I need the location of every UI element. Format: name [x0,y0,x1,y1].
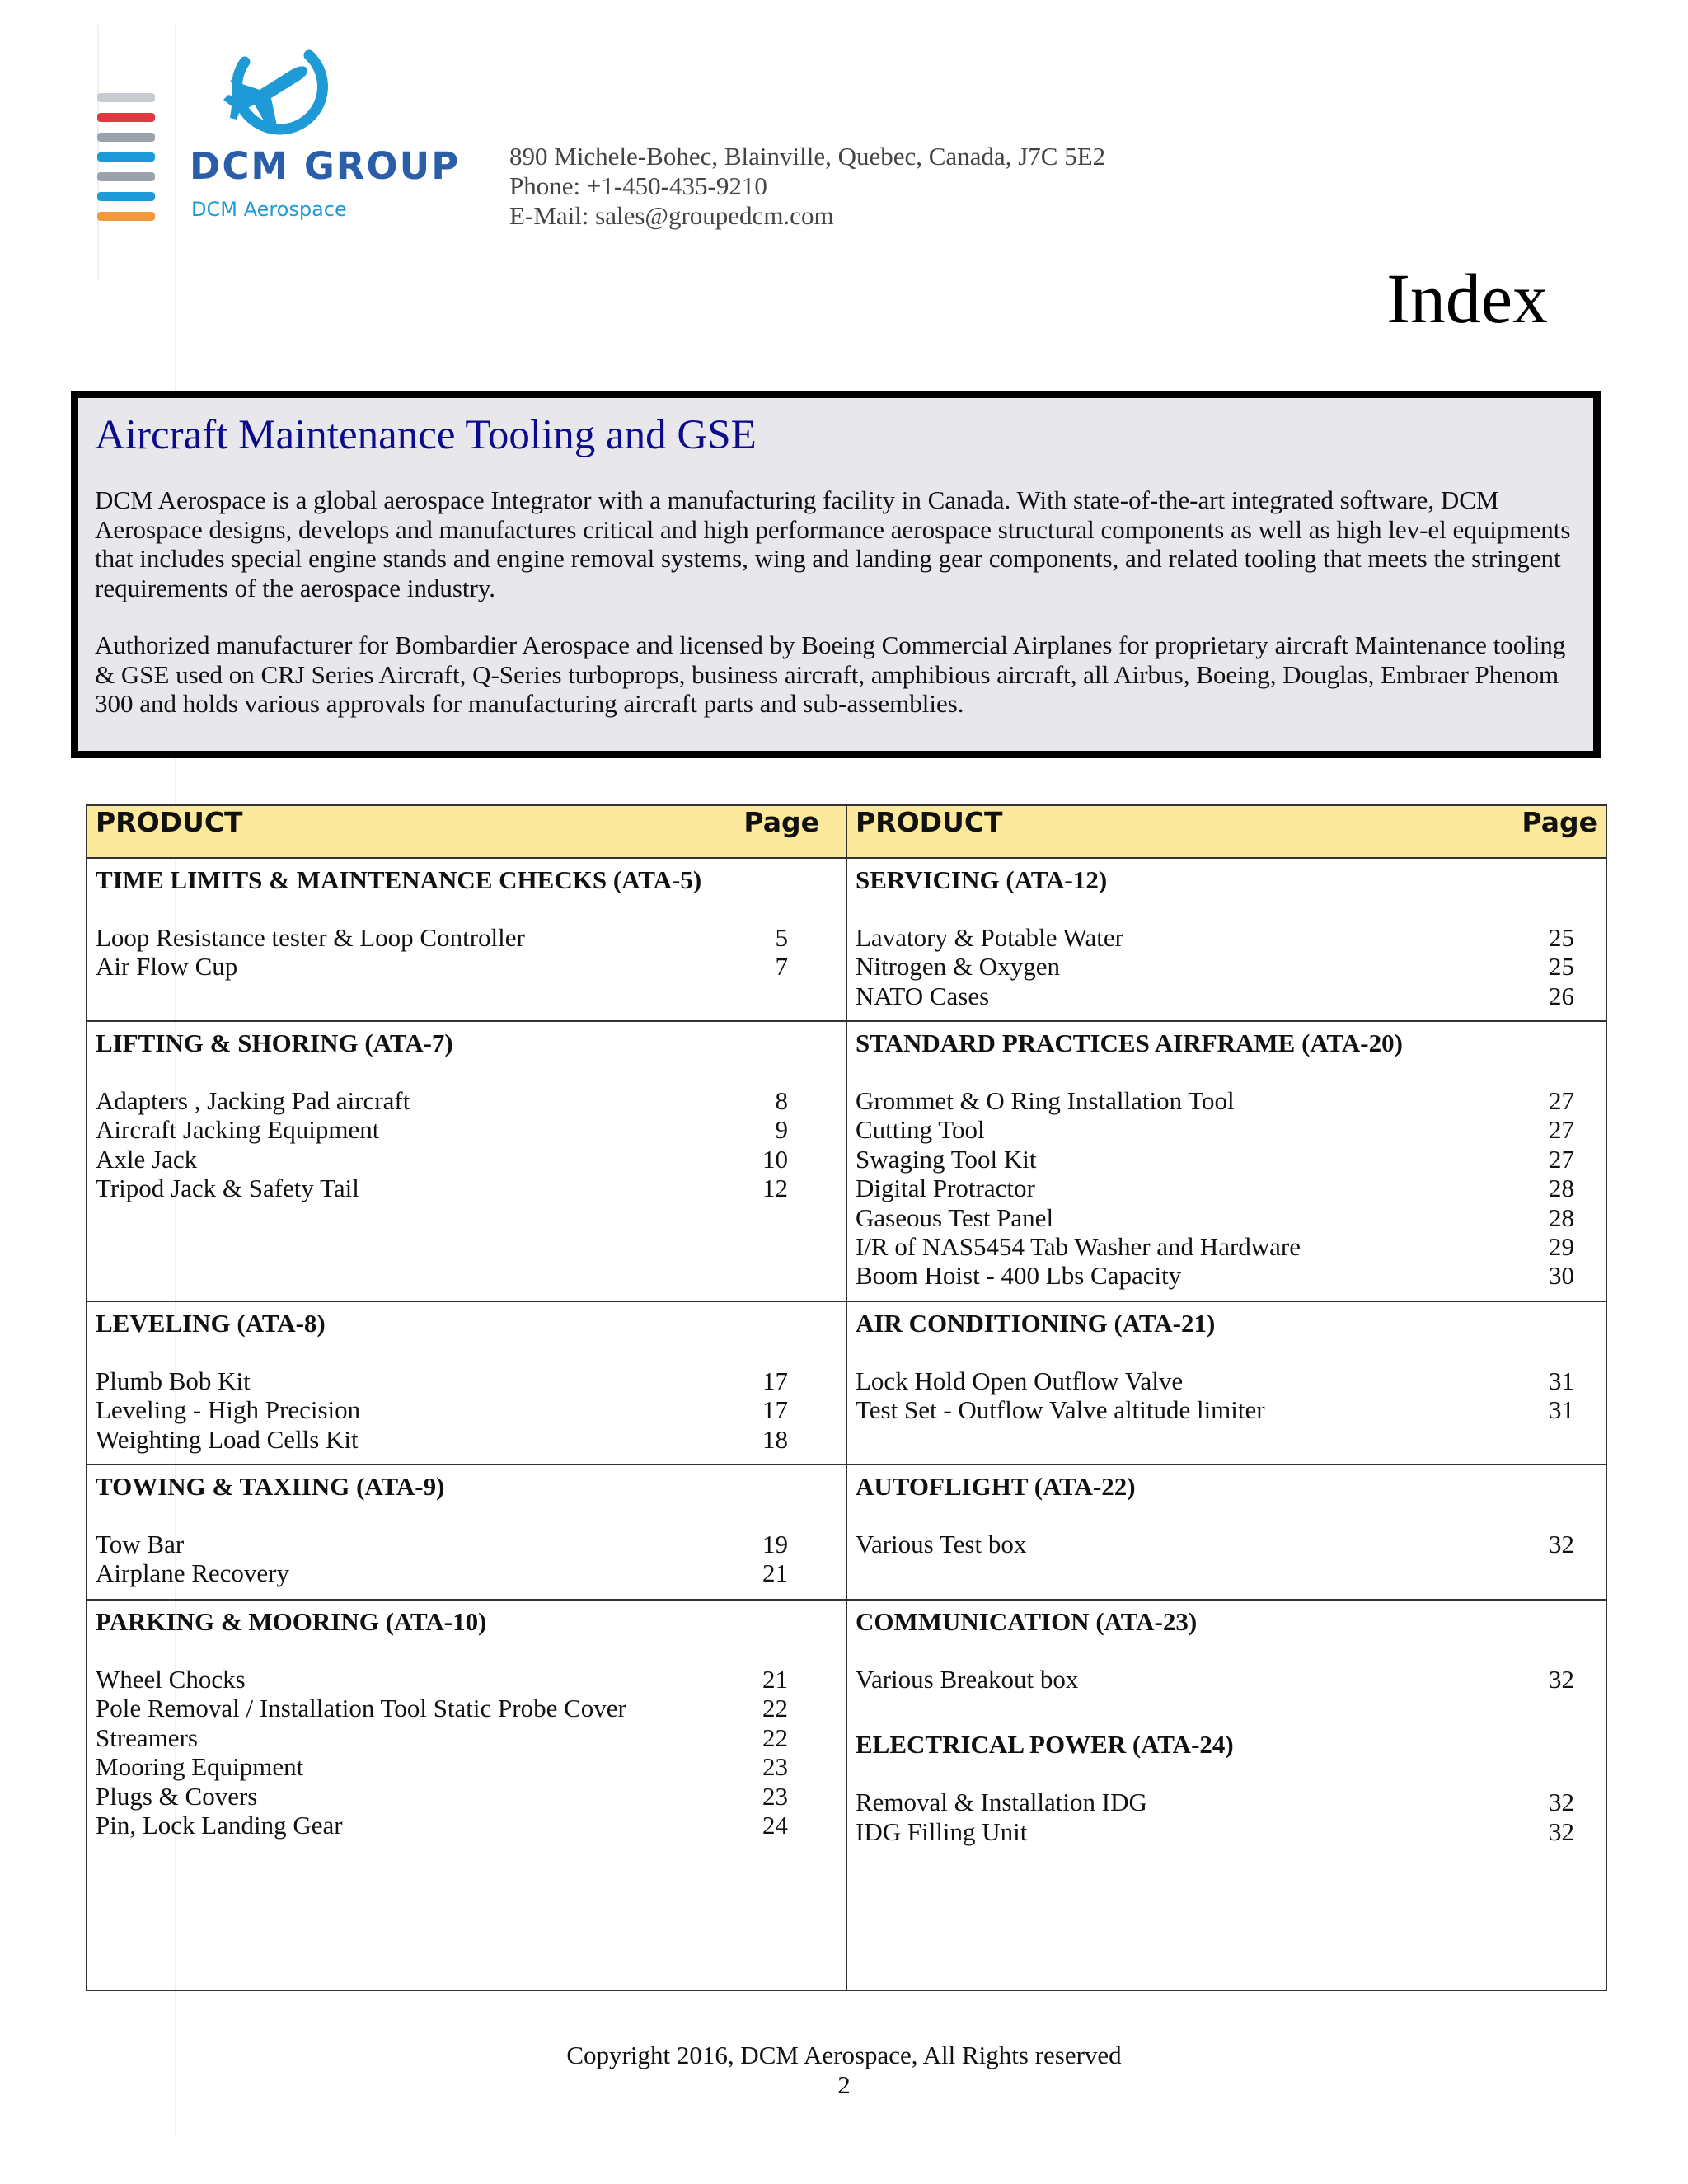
list-item [96,1558,837,1587]
list-item [96,1395,837,1424]
category-title: ELECTRICAL POWER (ATA-24) [856,1730,1234,1760]
page-number: 28 [1549,1174,1574,1203]
page-number: 5 [775,923,788,952]
brand-name [190,144,460,188]
logo-stripe [97,212,155,221]
product-index-table [86,804,1607,1991]
category-title: LIFTING & SHORING (ATA-7) [96,1029,453,1057]
intro-box [71,391,1601,758]
list-item [96,1665,837,1694]
category-cell-right [846,1600,1606,1990]
brand-name-text: DCM GROUP [190,144,461,188]
category-title: SERVICING (ATA-12) [856,865,1108,894]
page-number: 23 [762,1752,788,1782]
product-name: Lock Hold Open Outflow Valve [856,1366,1184,1395]
list-item [856,1115,1597,1144]
product-name: Aircraft Jacking Equipment [96,1115,380,1145]
page-number: 30 [1549,1261,1574,1291]
logo-stripe [97,192,155,201]
product-name: Leveling - High Precision [96,1395,361,1425]
page-number: 26 [1549,981,1574,1010]
product-name: Air Flow Cup [96,952,238,982]
product-name: Airplane Recovery [96,1558,289,1588]
list-item [96,1425,837,1454]
list-item [856,1366,1597,1395]
product-name: Adapters , Jacking Pad aircraft [96,1086,410,1115]
list-item [856,1788,1597,1816]
list-item [856,1530,1597,1558]
table-row [87,1301,1606,1465]
table-row [87,1465,1606,1600]
contact-phone: Phone: +1-450-435-9210 [509,171,767,200]
page-number: 25 [1549,923,1574,952]
product-name: Loop Resistance tester & Loop Controller [96,923,525,952]
page-number: 25 [1549,952,1574,982]
page-number: 27 [1549,1115,1574,1145]
logo-stripe [97,133,155,142]
page-number: 19 [762,1530,788,1558]
page-number: 10 [762,1144,788,1174]
list-item [856,1203,1597,1232]
table-header-row [87,805,1606,858]
list-item [96,1811,837,1840]
page-number: 31 [1549,1366,1574,1395]
page-number: 18 [762,1424,788,1454]
list-item [856,1665,1597,1694]
header-page-label: Page [743,806,819,838]
page-number: 29 [1549,1232,1574,1262]
product-name: NATO Cases [856,981,990,1010]
category-title: AIR CONDITIONING (ATA-21) [856,1309,1216,1338]
product-name: Wheel Chocks [96,1665,246,1694]
product-name: Plugs & Covers [96,1781,258,1811]
list-item [856,1086,1597,1115]
header-left [87,805,846,858]
list-item [96,1145,837,1174]
header-right [846,805,1606,858]
page-number: 23 [762,1781,788,1811]
contact-email: E-Mail: sales@groupedcm.com [509,201,834,230]
product-name: Streamers [96,1722,198,1752]
category-cell-left [87,1021,846,1301]
table-body [87,858,1606,1990]
list-item [96,1530,837,1558]
product-name: Lavatory & Potable Water [856,923,1123,952]
product-name: Tow Bar [96,1530,185,1558]
list-item [856,1817,1597,1846]
logo-stripe [97,93,155,102]
product-name: Cutting Tool [856,1115,985,1145]
header-product-label: PRODUCT [96,806,243,838]
page-number: 32 [1549,1665,1574,1694]
category-title: TIME LIMITS & MAINTENANCE CHECKS (ATA-5) [96,865,702,894]
logo-stripe [97,152,155,162]
table-row [87,1600,1606,1990]
list-item [96,1723,837,1752]
page-number: 12 [762,1174,788,1203]
list-item [96,1752,837,1781]
product-name: Removal & Installation IDG [856,1788,1147,1817]
product-name: Nitrogen & Oxygen [856,952,1060,982]
page-number: 22 [762,1694,788,1723]
product-name: Gaseous Test Panel [856,1202,1054,1232]
page-number: 27 [1549,1086,1574,1115]
category-title: PARKING & MOORING (ATA-10) [96,1607,487,1636]
category-title: STANDARD PRACTICES AIRFRAME (ATA-20) [856,1029,1403,1057]
category-title: LEVELING (ATA-8) [96,1309,326,1338]
page-number: 24 [762,1811,788,1840]
page-title: Index [1386,259,1548,338]
page-number: 7 [775,952,788,982]
page-number: 32 [1549,1816,1574,1846]
page-number: 32 [1549,1788,1574,1817]
page-number: 17 [762,1366,788,1395]
table-row [87,1021,1606,1301]
page-number: 17 [762,1395,788,1425]
contact-address: 890 Michele-Bohec, Blainville, Quebec, Canada, J7C 5E2 [509,142,1106,171]
list-item [96,923,837,952]
page-number: 28 [1549,1202,1574,1232]
list-item [96,1086,837,1115]
product-name: Boom Hoist - 400 Lbs Capacity [856,1261,1182,1291]
category-cell-left [87,1600,846,1990]
product-name: Mooring Equipment [96,1752,304,1782]
intro-heading: Aircraft Maintenance Tooling and GSE [95,412,757,458]
list-item [856,1395,1597,1424]
product-name: Digital Protractor [856,1174,1035,1203]
product-name: IDG Filling Unit [856,1816,1028,1846]
product-name: Various Test box [856,1530,1027,1558]
page-number: 32 [1549,1530,1574,1558]
brand-subtitle: DCM Aerospace [191,198,347,221]
contact-block [509,142,1105,231]
list-item [96,1174,837,1202]
page-footer [0,2041,1688,2100]
company-logo [92,37,461,276]
category-cell-left [87,1301,846,1465]
logo-stripe [97,113,155,122]
page-number: 21 [762,1558,788,1588]
product-name: Weighting Load Cells Kit [96,1424,359,1454]
category-cell-right [846,858,1606,1021]
list-item [96,1782,837,1811]
list-item [96,1115,837,1144]
logo-stripe [97,172,155,181]
product-name: Pole Removal / Installation Tool Static Probe Cover [96,1694,626,1723]
category-title: TOWING & TAXIING (ATA-9) [96,1472,445,1501]
product-name: Tripod Jack & Safety Tail [96,1174,359,1203]
intro-paragraph-1: DCM Aerospace is a global aerospace Integrator with a manufacturing facility in Canada. With state-of-the-art integrated software, DCM Aerospace designs, develops and manufactures critical and high performance aerospace structural components as well as high lev-el equipments that includes special engine stands and engine removal systems, wing and landing gear components, and related tooling that meets the stringent requirements of the aerospace industry. [95,485,1571,602]
table-row [87,858,1606,1021]
airplane-circle-icon [212,37,335,144]
category-title: COMMUNICATION (ATA-23) [856,1607,1198,1636]
list-item [856,1261,1597,1290]
footer-copyright: Copyright 2016, DCM Aerospace, All Rights reserved [566,2041,1122,2069]
header-product-label: PRODUCT [856,806,1003,838]
product-name: Test Set - Outflow Valve altitude limiter [856,1395,1265,1425]
page-number: 31 [1549,1395,1574,1425]
category-cell-right [846,1465,1606,1600]
list-item [856,1232,1597,1261]
category-cell-left [87,1465,846,1600]
footer-page-number: 2 [837,2070,851,2099]
category-cell-left [87,858,846,1021]
intro-paragraph-2: Authorized manufacturer for Bombardier Aerospace and licensed by Boeing Commercial Airplanes for proprietary aircraft Maintenance tooling & GSE used on CRJ Series Aircraft, Q-Series turboprops, business aircraft, amphibious aircraft, all Airbus, Boeing, Douglas, Embraer Phenom 300 and holds various approvals for manufacturing aircraft parts and sub-assemblies. [95,630,1566,718]
list-item [856,982,1597,1010]
list-item [96,952,837,981]
product-name: Various Breakout box [856,1665,1079,1694]
product-name: Plumb Bob Kit [96,1366,251,1395]
category-cell-right [846,1301,1606,1465]
list-item [856,923,1597,952]
page-number: 8 [775,1086,788,1115]
list-item [96,1694,837,1722]
product-name: Grommet & O Ring Installation Tool [856,1086,1235,1115]
product-name: I/R of NAS5454 Tab Washer and Hardware [856,1232,1301,1262]
product-name: Axle Jack [96,1144,198,1174]
page-number: 22 [762,1722,788,1752]
logo-stripes [97,93,155,232]
list-item [96,1366,837,1395]
category-title: AUTOFLIGHT (ATA-22) [856,1472,1136,1501]
product-name: Pin, Lock Landing Gear [96,1811,343,1840]
category-cell-right [846,1021,1606,1301]
list-item [856,952,1597,981]
header-page-label: Page [1522,806,1597,838]
list-item [856,1145,1597,1174]
product-name: Swaging Tool Kit [856,1144,1037,1174]
list-item [856,1174,1597,1202]
page-number: 27 [1549,1144,1574,1174]
page-number: 9 [775,1115,788,1145]
page-number: 21 [762,1665,788,1694]
